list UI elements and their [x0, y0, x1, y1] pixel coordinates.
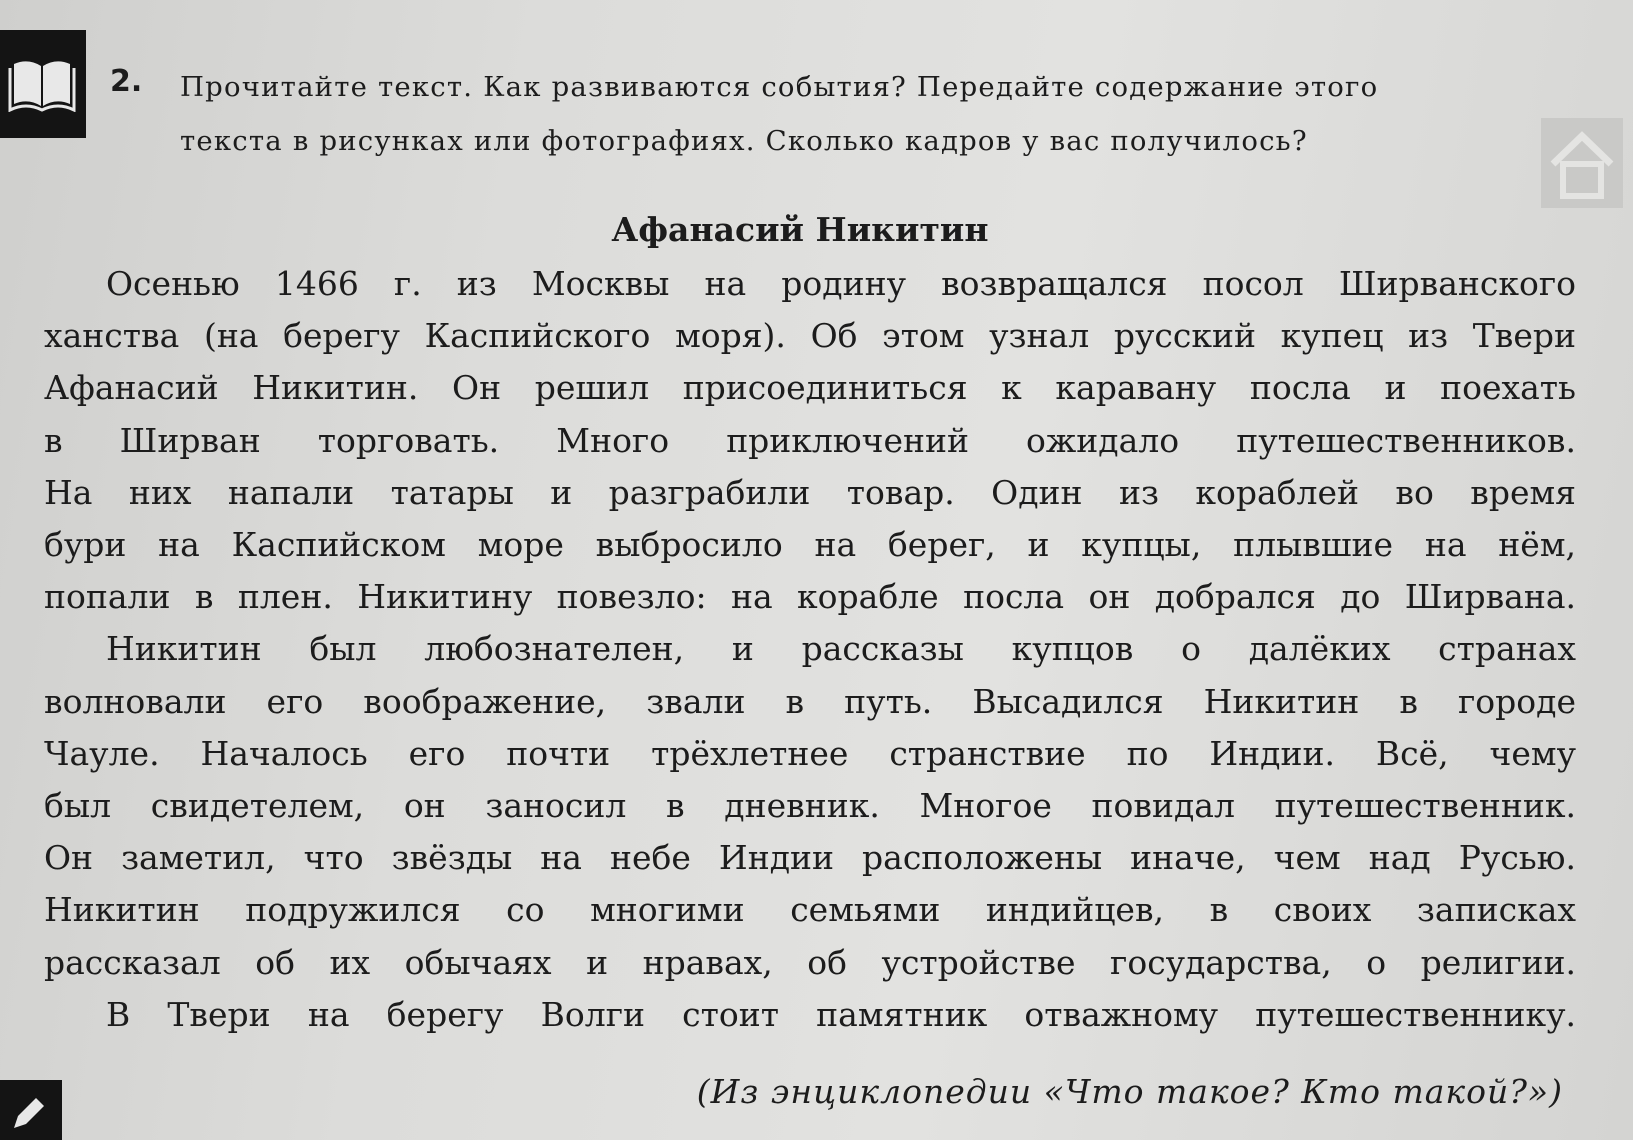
task-instructions	[180, 60, 1560, 168]
article-title: Афанасий Никитин	[611, 210, 989, 249]
pencil-icon	[8, 1094, 48, 1134]
exercise-badge	[0, 1080, 62, 1140]
text-line: был свидетелем, он заносил в дневник. Многое повидал путешественник.	[44, 786, 1576, 826]
reading-task-badge	[0, 30, 86, 138]
text-line: Чауле. Началось его почти трёхлетнее странствие по Индии. Всё, чему	[44, 733, 1576, 773]
task-line: Прочитайте текст. Как развиваются события? Передайте содержание этого	[180, 71, 1379, 103]
text-line: в Ширван торговать. Много приключений ожидало путешественников.	[44, 420, 1576, 460]
article-body	[44, 258, 1576, 1041]
text-line: Афанасий Никитин. Он решил присоединиться к каравану посла и поехать	[44, 368, 1576, 408]
open-book-icon	[8, 56, 76, 112]
text-line: В Твери на берегу Волги стоит памятник отважному путешественнику.	[106, 994, 1576, 1034]
task-number: 2.	[110, 64, 143, 99]
task-line: текста в рисунках или фотографиях. Сколько кадров у вас получилось?	[180, 125, 1308, 157]
text-line: Никитин был любознателен, и рассказы купцов о далёких странах	[106, 629, 1576, 669]
text-line: Он заметил, что звёзды на небе Индии расположены иначе, чем над Русью.	[44, 838, 1576, 878]
text-line: попали в плен. Никитину повезло: на корабле посла он добрался до Ширвана.	[44, 577, 1576, 617]
text-line: рассказал об их обычаях и нравах, об устройстве государства, о религии.	[44, 942, 1576, 982]
source-citation: (Из энциклопедии «Что такое? Кто такой?»)	[696, 1072, 1563, 1111]
text-line: волновали его воображение, звали в путь. Высадился Никитин в городе	[44, 681, 1576, 721]
text-line: На них напали татары и разграбили товар. Один из кораблей во время	[44, 472, 1576, 512]
text-line: Никитин подружился со многими семьями индийцев, в своих записках	[44, 890, 1576, 930]
text-line: Осенью 1466 г. из Москвы на родину возвращался посол Ширванского	[106, 264, 1576, 303]
text-line: бури на Каспийском море выбросило на берег, и купцы, плывшие на нём,	[44, 525, 1576, 565]
text-line: ханства (на берегу Каспийского моря). Об этом узнал русский купец из Твери	[44, 316, 1576, 356]
